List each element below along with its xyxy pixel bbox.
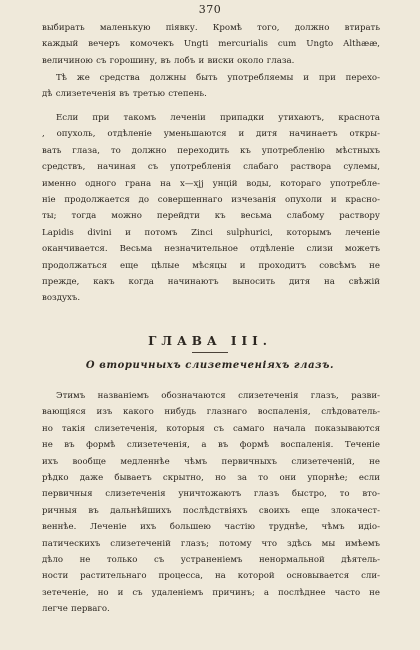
text-line: воздухъ. — [42, 293, 81, 304]
text-line: веннѣе. Леченіе ихъ большею частію труднѣе, чѣмъ идіо- — [42, 522, 380, 533]
text-line: Lapidis divini и потомъ Zinci sulphurici, которымъ леченіе — [42, 227, 380, 238]
text-line: первичныя слизетеченія уничтожаютъ глазъ быстро, то вто- — [42, 489, 380, 500]
text-line: ты; тогда можно перейдти къ весьма слабому раствору — [42, 211, 380, 222]
text-line: вающіяся изъ какого нибудь глазнаго воспаленія, слѣдователь- — [42, 407, 380, 418]
text-line: рѣдко даже бываетъ скрытно, но за то они упорнѣе; если — [42, 472, 380, 483]
text-line: ности растительнаго процесса, на которой основывается сли- — [42, 571, 380, 582]
text-line: зетеченіе, но и съ удаленіемъ причинъ; а послѣднее часто не — [42, 587, 380, 598]
paragraph-4 — [42, 388, 380, 617]
text-line: Тѣ же средства должны быть употребляемы и при перехо- — [56, 73, 380, 83]
text-line: средствъ, начиная съ употребленія слабаго раствора сулемы, — [42, 162, 380, 173]
paragraph-1 — [42, 20, 380, 69]
text-line: легче перваго. — [42, 604, 110, 615]
text-line: но такія слизетеченія, которыя съ самаго начала показываются — [42, 423, 380, 434]
text-line: дѣ слизетеченія въ третью степень. — [42, 89, 207, 100]
text-line: выбирать маленькую піявку. Кромѣ того, должно втирать — [42, 23, 380, 33]
paragraph-2 — [42, 70, 380, 103]
chapter-subtitle: О вторичныхъ слизетеченіяхъ глазъ. — [85, 360, 335, 371]
text-line: патическихъ слизетеченій глазъ; потому что здѣсь мы имѣемъ — [42, 538, 380, 549]
text-line: дѣло не только съ устраненіемъ ненормальной дѣятель- — [42, 554, 380, 565]
paragraph-3 — [42, 110, 380, 307]
text-line: именно одного грана на x—xjj унцій воды, котораго употребле- — [42, 178, 380, 189]
text-line: ихъ вообще медленнѣе чѣмъ первичныхъ слизетеченій, не — [42, 456, 380, 467]
text-line: вать глаза, то должно переходить къ употребленію мѣстныхъ — [42, 145, 380, 156]
text-line: ніе продолжается до совершеннаго изчезанія опухоли и красно- — [42, 194, 380, 205]
text-line: продолжаться еще цѣлые мѣсяцы и проходитъ совсѣмъ не — [42, 260, 380, 271]
text-line: , опухоль, отдѣленіе уменьшаются и дитя начинаетъ откры- — [42, 129, 380, 140]
page-number: 370 — [198, 3, 222, 16]
text-line: не въ формѣ слизетеченія, а въ формѣ воспаленія. Теченіе — [42, 440, 380, 451]
text-line: Этимъ названіемъ обозначаются слизетеченія глазъ, разви- — [56, 391, 380, 401]
text-line: Если при такомъ леченіи припадки утихаютъ, краснота — [56, 113, 380, 123]
text-line: ричныя въ дальнѣйшихъ послѣдствіяхъ своихъ еще злокачест- — [42, 505, 380, 516]
text-line: величиною съ горошину, въ лобъ и виски около глаза. — [42, 55, 295, 66]
text-line: каждый вечеръ комочекъ Ungti mercurialis cum Ungto Althææ, — [42, 39, 380, 50]
chapter-heading: ГЛАВА III. — [148, 334, 272, 348]
text-line: прежде, какъ когда начинаютъ выносить дитя на свѣжій — [42, 276, 380, 287]
text-line: оканчивается. Весьма незначительное отдѣленіе слизи можетъ — [42, 244, 380, 255]
heading-divider — [192, 352, 228, 353]
